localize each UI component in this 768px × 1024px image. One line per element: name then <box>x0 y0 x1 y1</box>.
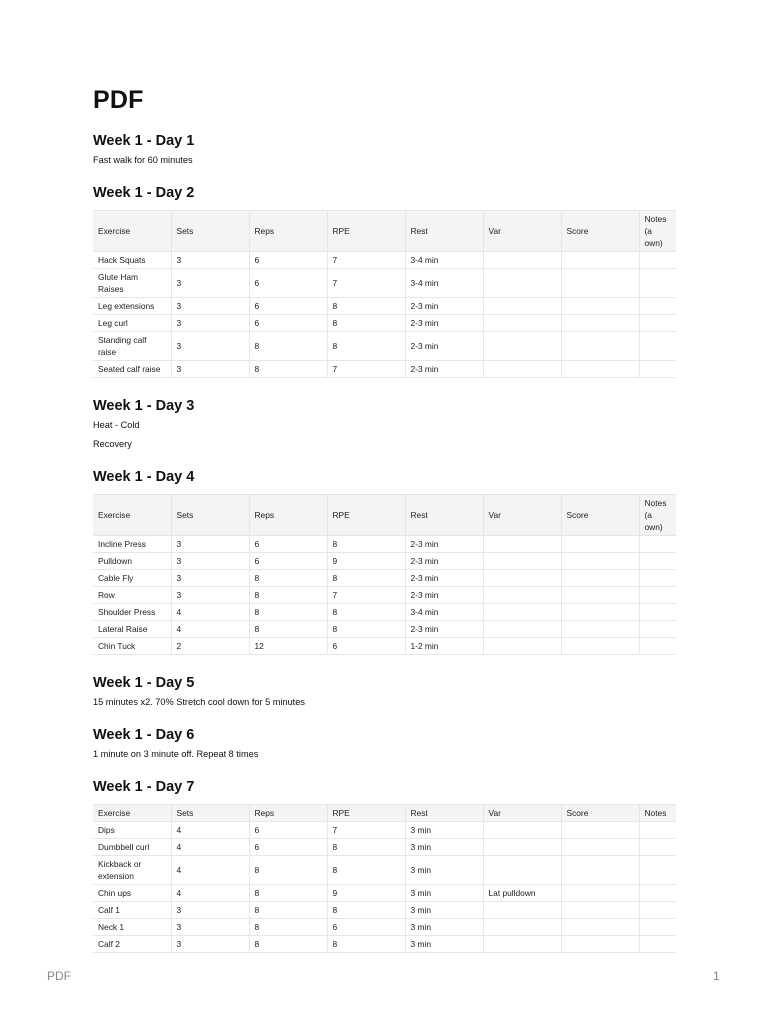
table-cell <box>561 332 639 361</box>
table-cell <box>483 822 561 839</box>
section-week1-day4 <box>93 469 683 655</box>
table-cell: 3 min <box>405 936 483 953</box>
table-cell: 8 <box>327 621 405 638</box>
table-cell: 3 <box>171 902 249 919</box>
table-cell: 6 <box>249 553 327 570</box>
table-cell: 8 <box>327 536 405 553</box>
section-paragraph: Recovery <box>93 439 132 449</box>
table-cell: 2-3 min <box>405 570 483 587</box>
table-cell: 3 <box>171 553 249 570</box>
table-cell <box>483 936 561 953</box>
table-cell <box>483 638 561 655</box>
document-title: PDF <box>93 86 144 114</box>
table-cell: 8 <box>327 839 405 856</box>
table-cell: 3-4 min <box>405 604 483 621</box>
column-header: Score <box>561 211 639 252</box>
column-header: RPE <box>327 495 405 536</box>
table-cell <box>639 332 676 361</box>
table-cell: 6 <box>249 839 327 856</box>
column-header: Notes (a own) <box>639 211 676 252</box>
table-cell: Standing calf raise <box>93 332 171 361</box>
exercise-table <box>93 210 676 378</box>
table-cell <box>639 553 676 570</box>
table-cell: 2-3 min <box>405 332 483 361</box>
table-cell <box>483 856 561 885</box>
table-cell <box>483 298 561 315</box>
column-header: RPE <box>327 805 405 822</box>
section-week1-day5 <box>93 675 683 707</box>
section-paragraph: Fast walk for 60 minutes <box>93 155 193 165</box>
table-row <box>93 902 676 919</box>
table-row <box>93 936 676 953</box>
table-cell: 6 <box>327 638 405 655</box>
table-cell: Leg extensions <box>93 298 171 315</box>
section-week1-day2 <box>93 185 683 378</box>
table-row <box>93 298 676 315</box>
table-cell <box>639 298 676 315</box>
column-header: Exercise <box>93 211 171 252</box>
table-cell: Dips <box>93 822 171 839</box>
table-header-row <box>93 495 676 536</box>
table-cell <box>483 553 561 570</box>
table-cell <box>639 621 676 638</box>
table-cell: 7 <box>327 252 405 269</box>
table-row <box>93 621 676 638</box>
column-header: Var <box>483 211 561 252</box>
table-row <box>93 856 676 885</box>
section-week1-day7 <box>93 779 683 953</box>
table-cell: Pulldown <box>93 553 171 570</box>
table-cell: 6 <box>249 269 327 298</box>
table-cell: 9 <box>327 885 405 902</box>
table-cell: Seated calf raise <box>93 361 171 378</box>
column-header: Notes <box>639 805 676 822</box>
table-cell: Chin Tuck <box>93 638 171 655</box>
column-header: Exercise <box>93 805 171 822</box>
table-cell: 8 <box>249 885 327 902</box>
table-cell: 8 <box>249 856 327 885</box>
table-cell <box>639 269 676 298</box>
table-cell: 2-3 min <box>405 315 483 332</box>
table-cell: 7 <box>327 269 405 298</box>
table-cell <box>639 919 676 936</box>
table-cell: 8 <box>327 936 405 953</box>
table-cell <box>561 839 639 856</box>
section-week1-day3 <box>93 398 683 449</box>
table-cell: 6 <box>327 919 405 936</box>
table-cell <box>561 536 639 553</box>
document-page <box>93 86 683 953</box>
column-header: Rest <box>405 211 483 252</box>
table-cell <box>561 936 639 953</box>
table-cell: 4 <box>171 621 249 638</box>
table-cell: 3 min <box>405 839 483 856</box>
table-row <box>93 361 676 378</box>
table-cell: 8 <box>249 570 327 587</box>
table-cell <box>561 570 639 587</box>
table-cell: 6 <box>249 536 327 553</box>
table-cell <box>639 361 676 378</box>
table-cell <box>483 587 561 604</box>
table-row <box>93 587 676 604</box>
table-cell: 9 <box>327 553 405 570</box>
footer-title: PDF <box>47 969 71 983</box>
table-cell: 6 <box>249 298 327 315</box>
table-row <box>93 536 676 553</box>
table-cell: 8 <box>327 604 405 621</box>
table-cell <box>483 315 561 332</box>
section-paragraph: 15 minutes x2. 70% Stretch cool down for 5 minutes <box>93 697 305 707</box>
table-cell: Calf 1 <box>93 902 171 919</box>
table-cell: 4 <box>171 885 249 902</box>
table-row <box>93 919 676 936</box>
table-row <box>93 315 676 332</box>
table-cell <box>561 638 639 655</box>
table-cell <box>639 856 676 885</box>
column-header: Exercise <box>93 495 171 536</box>
table-cell <box>639 822 676 839</box>
table-cell: Lateral Raise <box>93 621 171 638</box>
table-cell: 2-3 min <box>405 298 483 315</box>
table-cell: 3 <box>171 536 249 553</box>
table-cell: 3 <box>171 361 249 378</box>
table-cell: Kickback or extension <box>93 856 171 885</box>
column-header: Reps <box>249 805 327 822</box>
table-cell: Shoulder Press <box>93 604 171 621</box>
table-cell: 4 <box>171 604 249 621</box>
table-cell: 3-4 min <box>405 269 483 298</box>
table-cell <box>561 269 639 298</box>
table-cell: 8 <box>327 856 405 885</box>
table-cell: 8 <box>249 604 327 621</box>
table-cell: Chin ups <box>93 885 171 902</box>
table-cell: 2-3 min <box>405 587 483 604</box>
section-heading: Week 1 - Day 7 <box>93 779 195 795</box>
table-row <box>93 553 676 570</box>
table-cell <box>483 536 561 553</box>
table-cell <box>483 361 561 378</box>
table-cell: 8 <box>249 361 327 378</box>
table-cell <box>639 587 676 604</box>
table-cell: Calf 2 <box>93 936 171 953</box>
table-cell <box>639 252 676 269</box>
table-cell <box>561 315 639 332</box>
table-cell: Neck 1 <box>93 919 171 936</box>
section-paragraph: Heat - Cold <box>93 420 140 430</box>
column-header: Score <box>561 805 639 822</box>
table-cell <box>483 604 561 621</box>
table-cell: Glute Ham Raises <box>93 269 171 298</box>
section-heading: Week 1 - Day 3 <box>93 398 195 414</box>
table-cell: 3 <box>171 332 249 361</box>
column-header: Sets <box>171 211 249 252</box>
table-cell <box>639 885 676 902</box>
table-cell <box>639 604 676 621</box>
table-cell <box>639 315 676 332</box>
table-cell: 8 <box>327 332 405 361</box>
table-cell <box>483 839 561 856</box>
table-cell: 3 min <box>405 885 483 902</box>
table-cell <box>561 822 639 839</box>
table-cell: 3 min <box>405 902 483 919</box>
table-cell: 8 <box>249 621 327 638</box>
section-heading: Week 1 - Day 6 <box>93 727 195 743</box>
table-cell: 8 <box>249 332 327 361</box>
table-cell: 3 <box>171 298 249 315</box>
table-cell: 8 <box>249 936 327 953</box>
table-row <box>93 604 676 621</box>
table-row <box>93 252 676 269</box>
column-header: Rest <box>405 495 483 536</box>
table-cell: 3 min <box>405 856 483 885</box>
table-cell <box>483 919 561 936</box>
table-cell: 3 <box>171 936 249 953</box>
table-cell <box>639 638 676 655</box>
column-header: Sets <box>171 805 249 822</box>
section-paragraph: 1 minute on 3 minute off. Repeat 8 times <box>93 749 259 759</box>
table-cell: 4 <box>171 856 249 885</box>
table-cell: 3 <box>171 315 249 332</box>
section-week1-day6 <box>93 727 683 759</box>
table-cell: 7 <box>327 822 405 839</box>
table-cell <box>561 298 639 315</box>
table-cell: Leg curl <box>93 315 171 332</box>
table-cell <box>483 332 561 361</box>
table-cell: 8 <box>249 902 327 919</box>
column-header: Reps <box>249 211 327 252</box>
column-header: Sets <box>171 495 249 536</box>
table-cell <box>483 902 561 919</box>
section-heading: Week 1 - Day 2 <box>93 185 195 201</box>
table-cell <box>561 902 639 919</box>
exercise-table <box>93 804 676 953</box>
table-row <box>93 332 676 361</box>
table-header-row <box>93 805 676 822</box>
table-cell: 3 min <box>405 919 483 936</box>
column-header: RPE <box>327 211 405 252</box>
table-row <box>93 570 676 587</box>
column-header: Notes (a own) <box>639 495 676 536</box>
table-cell: Row <box>93 587 171 604</box>
table-cell <box>561 553 639 570</box>
column-header: Var <box>483 495 561 536</box>
table-cell <box>639 936 676 953</box>
table-cell: 7 <box>327 587 405 604</box>
table-row <box>93 638 676 655</box>
table-cell: 8 <box>327 902 405 919</box>
table-cell: 12 <box>249 638 327 655</box>
table-cell <box>561 621 639 638</box>
table-header-row <box>93 211 676 252</box>
footer-page-number: 1 <box>713 969 720 983</box>
table-row <box>93 269 676 298</box>
table-row <box>93 822 676 839</box>
table-row <box>93 885 676 902</box>
section-heading: Week 1 - Day 4 <box>93 469 195 485</box>
table-cell: Cable Fly <box>93 570 171 587</box>
section-heading: Week 1 - Day 5 <box>93 675 195 691</box>
table-cell: 2-3 min <box>405 621 483 638</box>
table-cell: 6 <box>249 315 327 332</box>
table-cell <box>561 856 639 885</box>
table-cell: 3 <box>171 269 249 298</box>
table-cell: 8 <box>327 315 405 332</box>
table-cell: 6 <box>249 822 327 839</box>
table-cell: 7 <box>327 361 405 378</box>
table-cell <box>561 252 639 269</box>
table-cell <box>639 536 676 553</box>
section-heading: Week 1 - Day 1 <box>93 133 195 149</box>
table-cell: 8 <box>249 919 327 936</box>
column-header: Reps <box>249 495 327 536</box>
table-cell: 3 <box>171 587 249 604</box>
table-cell: 6 <box>249 252 327 269</box>
table-cell: 3 min <box>405 822 483 839</box>
table-cell <box>483 252 561 269</box>
table-cell: 3 <box>171 252 249 269</box>
table-cell <box>561 885 639 902</box>
table-cell: Hack Squats <box>93 252 171 269</box>
table-cell <box>483 621 561 638</box>
table-cell: 2-3 min <box>405 536 483 553</box>
table-cell <box>561 604 639 621</box>
table-cell: 2-3 min <box>405 361 483 378</box>
table-cell <box>639 570 676 587</box>
table-cell: Lat pulldown <box>483 885 561 902</box>
table-cell <box>639 902 676 919</box>
table-cell <box>561 361 639 378</box>
table-cell: 3 <box>171 570 249 587</box>
table-cell <box>483 269 561 298</box>
table-cell <box>483 570 561 587</box>
exercise-table <box>93 494 676 655</box>
table-cell: 2 <box>171 638 249 655</box>
table-row <box>93 839 676 856</box>
table-cell <box>639 839 676 856</box>
table-cell: 8 <box>249 587 327 604</box>
table-cell <box>561 587 639 604</box>
column-header: Score <box>561 495 639 536</box>
table-cell: 1-2 min <box>405 638 483 655</box>
column-header: Rest <box>405 805 483 822</box>
table-cell: Incline Press <box>93 536 171 553</box>
table-cell: 8 <box>327 298 405 315</box>
section-week1-day1 <box>93 133 683 165</box>
column-header: Var <box>483 805 561 822</box>
table-cell <box>561 919 639 936</box>
table-cell: Dumbbell curl <box>93 839 171 856</box>
sections-container <box>93 133 683 953</box>
table-cell: 3 <box>171 919 249 936</box>
table-cell: 3-4 min <box>405 252 483 269</box>
table-cell: 8 <box>327 570 405 587</box>
table-cell: 2-3 min <box>405 553 483 570</box>
table-cell: 4 <box>171 822 249 839</box>
table-cell: 4 <box>171 839 249 856</box>
